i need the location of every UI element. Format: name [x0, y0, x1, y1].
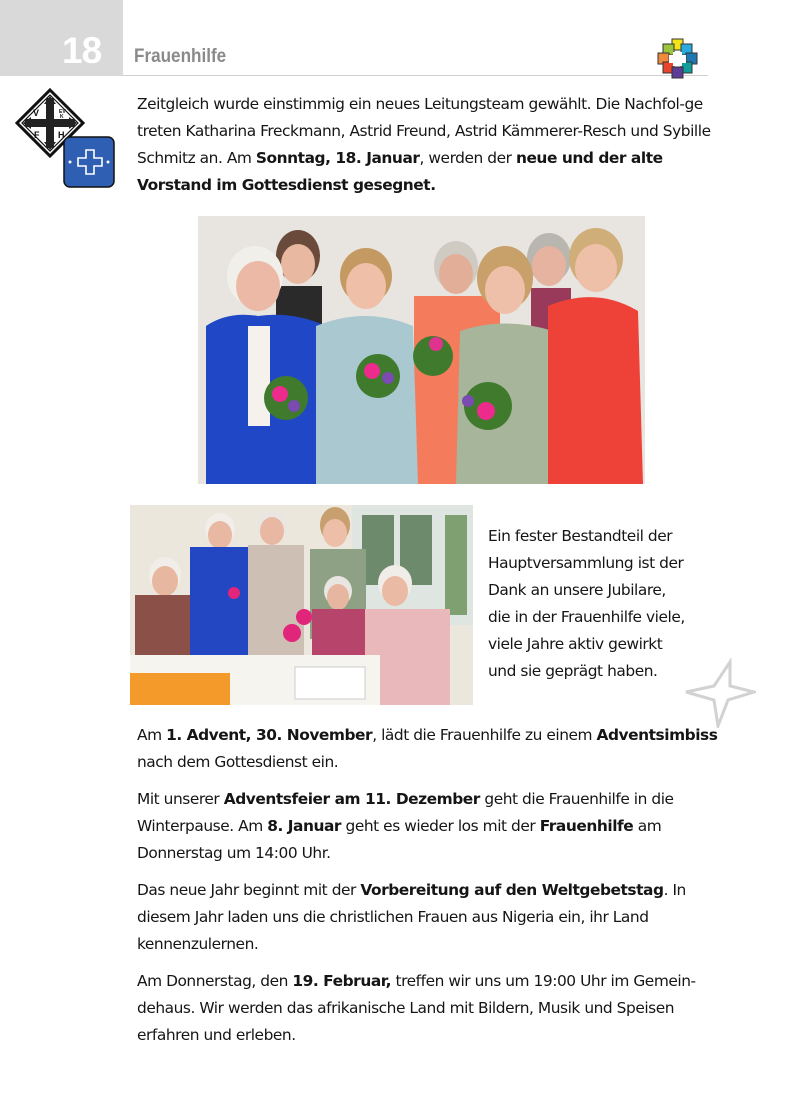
- intro-paragraph: [137, 91, 712, 199]
- caption-line: und sie geprägt haben.: [488, 662, 658, 680]
- advent-party-paragraph: [137, 786, 727, 867]
- text: Am: [137, 726, 167, 744]
- svg-text:H: H: [58, 130, 65, 140]
- photo-jubilee-image: [130, 505, 473, 705]
- group-photo-board: [198, 216, 645, 484]
- colorful-cross-logo-icon: [654, 38, 700, 80]
- star-outline-icon: [684, 658, 756, 728]
- svg-text:V: V: [33, 108, 40, 118]
- meeting-paragraph: [137, 968, 727, 1049]
- jubilee-photo: [130, 505, 473, 705]
- bold-text: Frauenhilfe: [539, 817, 634, 835]
- bold-date: Adventsfeier am 11. Dezember: [223, 790, 480, 808]
- caption-line: Ein fester Bestandteil der: [488, 527, 673, 545]
- text: nach dem Gottesdienst ein.: [137, 753, 339, 771]
- bold-date: 8. Januar: [267, 817, 342, 835]
- bold-text: Vorbereitung auf den Weltgebetstag: [360, 881, 664, 899]
- bold-date: 1. Advent, 30. November: [166, 726, 373, 744]
- svg-text:K: K: [60, 114, 64, 120]
- advent-snack-paragraph: [137, 722, 727, 776]
- bold-date: 19. Februar,: [292, 972, 392, 990]
- text: Am Donnerstag, den: [137, 972, 293, 990]
- photo-board-members-image: [198, 216, 645, 484]
- bold-text: neue und der alte Vorstand im Gottesdienst gesegnet.: [137, 149, 663, 194]
- header-divider: [123, 75, 708, 76]
- text: Das neue Jahr beginnt mit der: [137, 881, 361, 899]
- page-number: 18: [62, 30, 102, 71]
- svg-text:F: F: [34, 130, 40, 140]
- text: Zeitgleich wurde einstimmig ein neues Leitungsteam gewählt. Die Nachfol-ge treten Katharina Freckmann, Astrid Freund, Astrid Kämmerer-Resch und Sybille Schmitz an. Am: [137, 95, 711, 167]
- bold-date: Sonntag, 18. Januar: [255, 149, 420, 167]
- text: , werden der: [419, 149, 516, 167]
- text: geht es wieder los mit der: [341, 817, 540, 835]
- text: . In diesem Jahr laden uns die christlichen Frauen aus Nigeria ein, ihr Land kennenzulernen.: [137, 881, 686, 953]
- bold-text: Adventsimbiss: [596, 726, 718, 744]
- text: geht die Frauenhilfe in die Winterpause. Am: [137, 790, 674, 835]
- text: Mit unserer: [137, 790, 224, 808]
- text: , lädt die Frauenhilfe zu einem: [372, 726, 597, 744]
- world-prayer-day-paragraph: [137, 877, 727, 958]
- caption-line: Dank an unsere Jubilare,: [488, 581, 666, 599]
- text: am Donnerstag um 14:00 Uhr.: [137, 817, 662, 862]
- caption-line: viele Jahre aktiv gewirkt: [488, 635, 663, 653]
- caption-line: Hauptversammlung ist der: [488, 554, 684, 572]
- caption-line: die in der Frauenhilfe viele,: [488, 608, 685, 626]
- text: treffen wir uns um 19:00 Uhr im Gemein-dehaus. Wir werden das afrikanische Land mit Bildern, Musik und Speisen erfahren und erleben.: [137, 972, 696, 1044]
- frauenhilfe-logo-icon: [15, 88, 117, 190]
- svg-text:EV: EV: [59, 109, 66, 115]
- section-title: Frauenhilfe: [134, 46, 227, 67]
